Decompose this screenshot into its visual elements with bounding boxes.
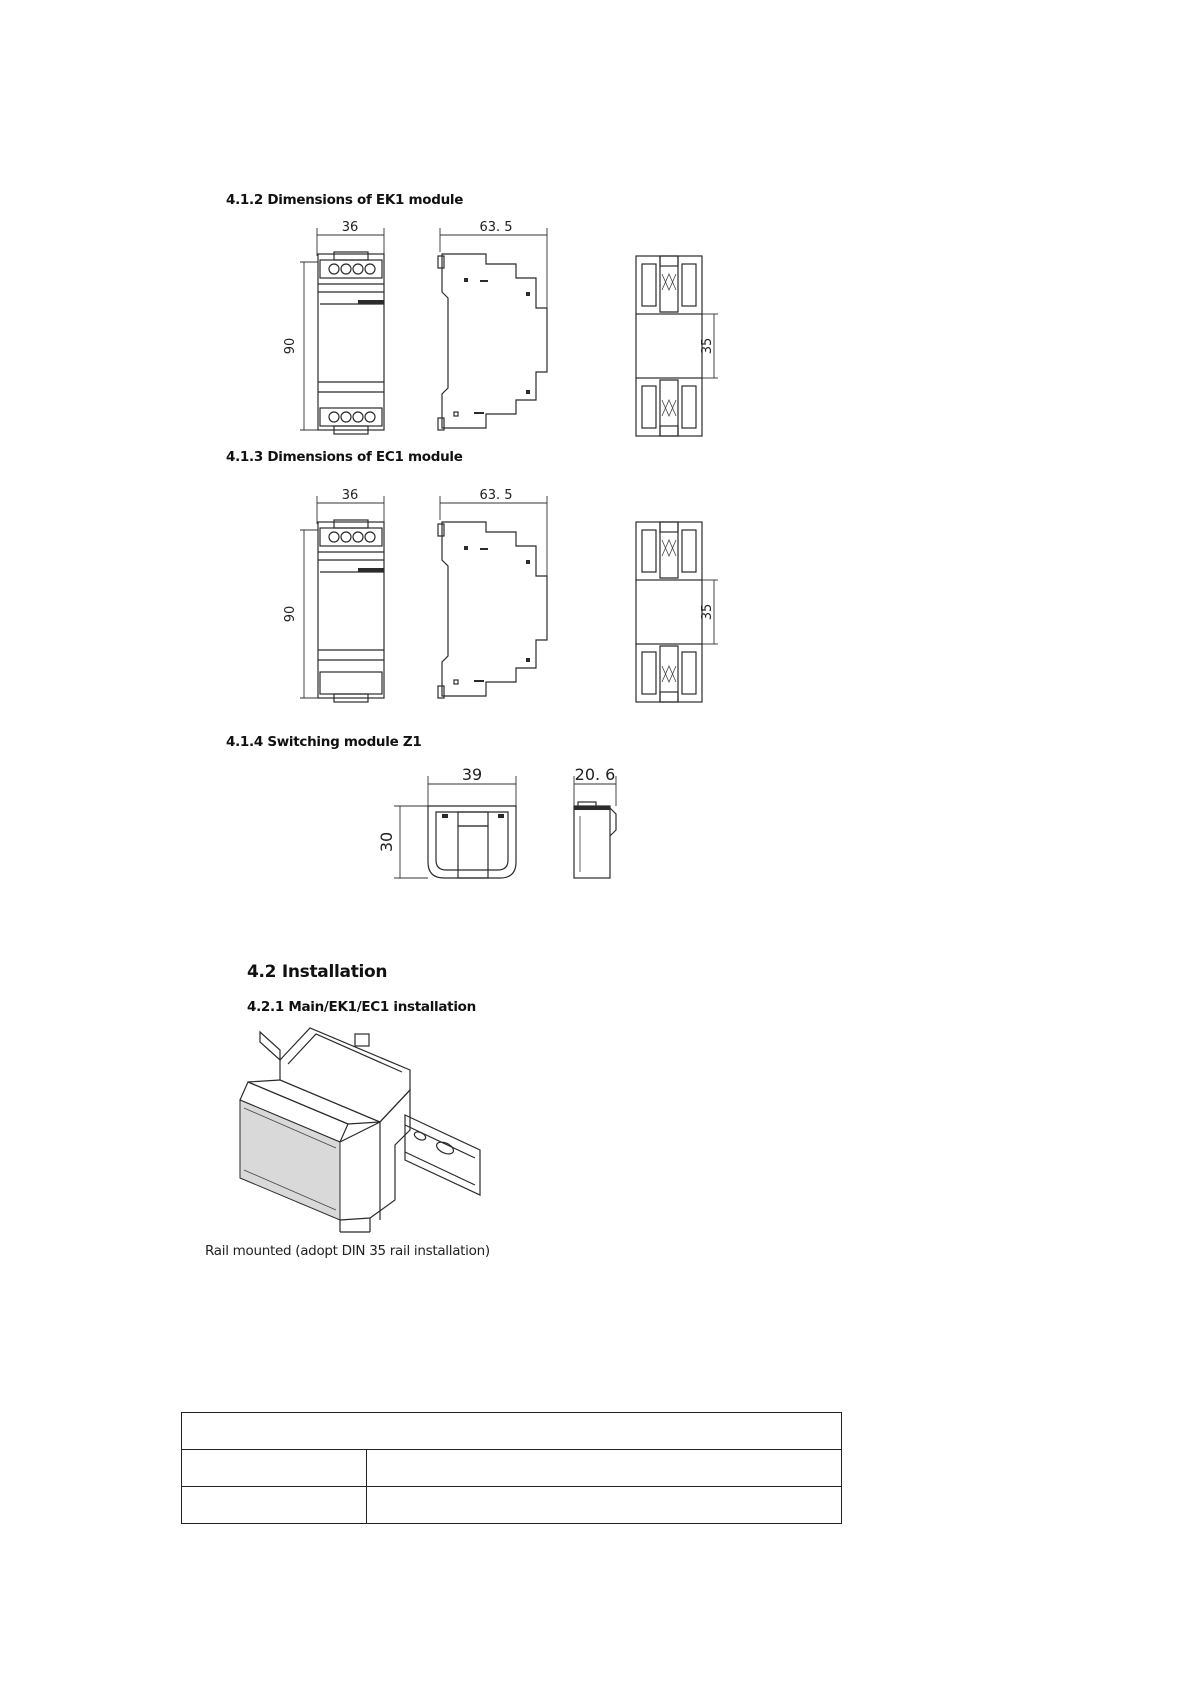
din-rail-installation-illustration bbox=[230, 1020, 500, 1250]
ec1-rear-view bbox=[632, 518, 722, 708]
table-cell bbox=[367, 1487, 842, 1524]
ek1-front-width-label: 36 bbox=[341, 220, 359, 235]
ec1-front-height-label: 90 bbox=[283, 605, 298, 623]
ec1-front-view bbox=[283, 488, 410, 710]
ek1-rear-rail-label: 35 bbox=[700, 337, 715, 355]
table-row bbox=[182, 1487, 842, 1524]
ek1-rear-view bbox=[632, 252, 722, 442]
ec1-side-depth-label: 63. 5 bbox=[479, 488, 513, 503]
ek1-heading: 4.1.2 Dimensions of EK1 module bbox=[226, 192, 464, 208]
table-header-cell bbox=[182, 1413, 842, 1450]
z1-side-view bbox=[566, 766, 646, 886]
table-cell bbox=[367, 1450, 842, 1487]
ec1-rear-rail-label: 35 bbox=[700, 603, 715, 621]
ek1-front-height-label: 90 bbox=[283, 337, 298, 355]
installation-caption: Rail mounted (adopt DIN 35 rail installation) bbox=[205, 1243, 490, 1259]
ek1-side-depth-label: 63. 5 bbox=[479, 220, 513, 235]
spec-table bbox=[181, 1412, 842, 1524]
z1-heading: 4.1.4 Switching module Z1 bbox=[226, 734, 422, 750]
table-row bbox=[182, 1450, 842, 1487]
z1-front-view bbox=[378, 766, 528, 886]
ek1-front-view bbox=[283, 220, 410, 442]
table-header-row bbox=[182, 1413, 842, 1450]
installation-heading: 4.2 Installation bbox=[247, 962, 388, 982]
z1-front-height-label: 30 bbox=[377, 831, 396, 853]
ec1-heading: 4.1.3 Dimensions of EC1 module bbox=[226, 449, 463, 465]
z1-front-width-label: 39 bbox=[461, 765, 483, 784]
table-cell bbox=[182, 1450, 367, 1487]
ec1-front-width-label: 36 bbox=[341, 488, 359, 503]
installation-subheading: 4.2.1 Main/EK1/EC1 installation bbox=[247, 999, 476, 1015]
ek1-side-view bbox=[430, 222, 560, 442]
ec1-side-view bbox=[430, 490, 560, 710]
z1-side-depth-label: 20. 6 bbox=[574, 765, 616, 784]
table-cell bbox=[182, 1487, 367, 1524]
